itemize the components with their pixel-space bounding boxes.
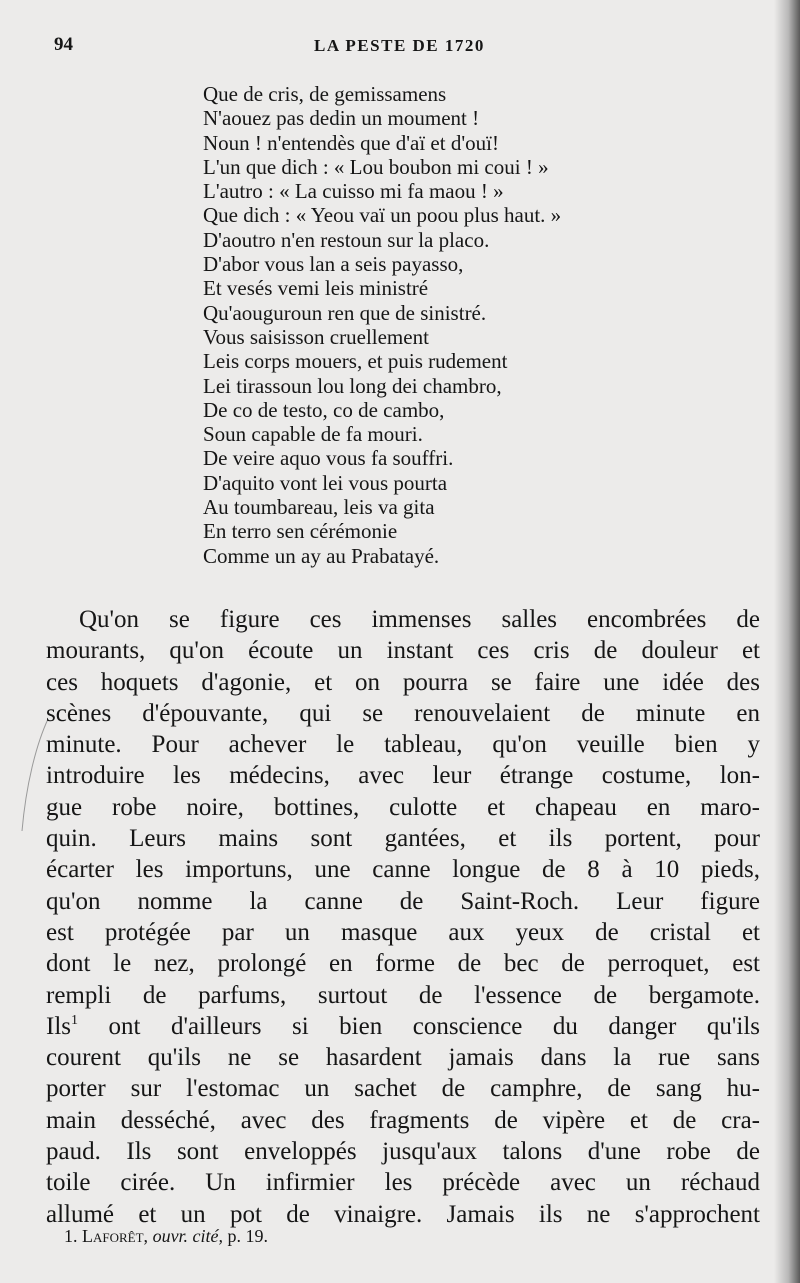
prose-line: rempli de parfums, surtout de l'essence de bergamote.	[46, 981, 760, 1009]
poem-line: Leis corps mouers, et puis rudement	[203, 349, 508, 374]
poem-line: D'abor vous lan a seis payasso,	[203, 252, 464, 277]
prose-line: est protégée par un masque aux yeux de cristal et	[46, 918, 760, 946]
prose-line: quin. Leurs mains sont gantées, et ils portent, pour	[46, 825, 760, 853]
page-header	[54, 34, 764, 58]
prose-line: toile cirée. Un infirmier les précède avec un réchaud	[46, 1169, 760, 1197]
prose-line: dont le nez, prolongé en forme de bec de perroquet, est	[46, 950, 760, 978]
poem-line: L'un que dich : « Lou boubon mi coui ! »	[203, 154, 549, 179]
poem-line: Que de cris, de gemissamens	[203, 82, 447, 106]
prose-line-with-footnote	[46, 1011, 760, 1042]
prose-line: introduire les médecins, avec leur étrange costume, lon-	[46, 762, 760, 790]
page-number: 94	[54, 34, 73, 55]
prose-line: ces hoquets d'agonie, et on pourra se faire une idée des	[46, 668, 760, 696]
footnote-author: Laforêt,	[82, 1226, 149, 1246]
prose-line-start: Ils	[46, 1012, 71, 1040]
prose-line: qu'on nomme la canne de Saint-Roch. Leur figure	[46, 887, 760, 915]
footnote-page: p. 19.	[227, 1226, 269, 1246]
poem-line: L'autro : « La cuisso mi fa maou ! »	[203, 179, 504, 204]
prose-line: allumé et un pot de vinaigre. Jamais ils ne s'approchent	[46, 1200, 760, 1228]
footnote	[64, 1226, 268, 1247]
prose-line-rest: ont d'ailleurs si bien conscience du danger qu'ils	[108, 1012, 760, 1040]
poem-line: De co de testo, co de cambo,	[203, 397, 445, 422]
poem-line: Qu'aouguroun ren que de sinistré.	[203, 300, 487, 325]
poem-line: Comme un ay au Prabatayé.	[203, 543, 440, 568]
poem-line: Et vesés vemi leis ministré	[203, 276, 429, 301]
poem-line: De veire aquo vous fa souffri.	[203, 446, 454, 471]
poem-line: En terro sen cérémonie	[203, 519, 398, 544]
poem-line: Noun ! n'entendès que d'aï et d'ouï!	[203, 130, 499, 155]
prose-line: paud. Ils sont enveloppés jusqu'aux talons d'une robe de	[46, 1138, 760, 1166]
poem-line: Vous saisisson cruellement	[203, 324, 429, 349]
prose-paragraph	[46, 604, 760, 1230]
poem-line: Au toumbareau, leis va gita	[203, 495, 435, 520]
prose-line: courent qu'ils ne se hasardent jamais dans la rue sans	[46, 1044, 760, 1072]
prose-line: mourants, qu'on écoute un instant ces cris de douleur et	[46, 637, 760, 665]
poem-line: D'aquito vont lei vous pourta	[203, 470, 448, 495]
prose-line: minute. Pour achever le tableau, qu'on veuille bien y	[46, 731, 760, 759]
footnote-work: ouvr. cité,	[152, 1226, 224, 1246]
poem-line: N'aouez pas dedin un moument !	[203, 106, 480, 131]
prose-line: gue robe noire, bottines, culotte et chapeau en maro-	[46, 793, 760, 821]
prose-line: scènes d'épouvante, qui se renouvelaient de minute en	[46, 699, 760, 727]
page-edge-shadow	[774, 0, 800, 1283]
prose-line: écarter les importuns, une canne longue de 8 à 10 pieds,	[46, 856, 760, 884]
footnote-number: 1.	[64, 1226, 78, 1246]
prose-line: Qu'on se figure ces immenses salles encombrées de	[79, 606, 760, 633]
footnote-marker: 1	[71, 1012, 78, 1028]
prose-line: porter sur l'estomac un sachet de camphre, de sang hu-	[46, 1075, 760, 1103]
poem-block	[203, 82, 561, 568]
poem-line: D'aoutro n'en restoun sur la placo.	[203, 227, 490, 252]
prose-line: main desséché, avec des fragments de vipère et de cra-	[46, 1106, 760, 1134]
poem-line: Soun capable de fa mouri.	[203, 422, 423, 447]
poem-line: Lei tirassoun lou long dei chambro,	[203, 373, 502, 398]
running-title: LA PESTE DE 1720	[314, 36, 485, 55]
poem-line: Que dich : « Yeou vaï un poou plus haut. »	[203, 203, 562, 228]
